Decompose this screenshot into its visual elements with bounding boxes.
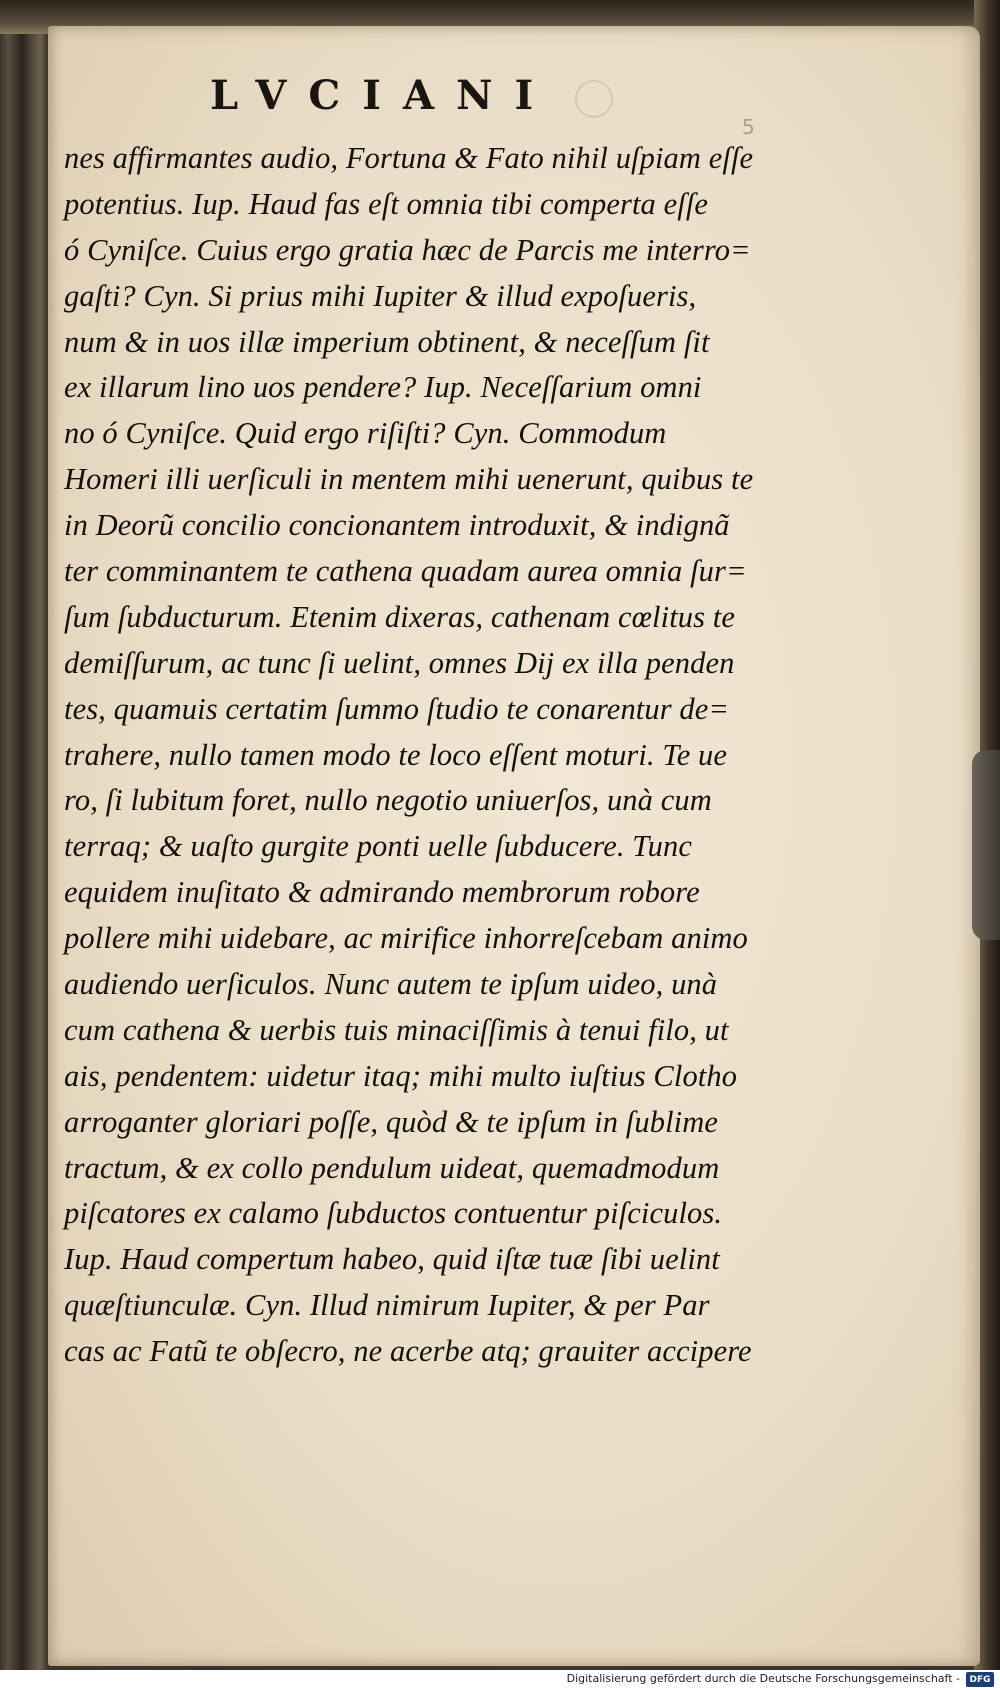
running-head: LVCIANI xyxy=(210,72,556,119)
page-tab-marker xyxy=(972,750,1000,940)
text-line: quæſtiunculæ. Cyn. Illud nimirum Iupiter, & per Par xyxy=(64,1288,710,1323)
body-text xyxy=(64,136,764,1375)
text-line: ais, pendentem: uidetur itaq; mihi multo iuſtius Clotho xyxy=(64,1058,738,1093)
text-line: ter comminantem te cathena quadam aurea omnia ſur= xyxy=(64,554,747,589)
text-line: tractum, & ex collo pendulum uideat, quemadmodum xyxy=(64,1150,720,1185)
text-line: tes, quamuis certatim ſummo ſtudio te conarentur de= xyxy=(64,691,730,726)
digitization-footer xyxy=(0,1670,1000,1690)
text-line: Homeri illi uerſiculi in mentem mihi uenerunt, quibus te xyxy=(64,462,754,497)
text-line: potentius. Iup. Haud fas eſt omnia tibi comperta eſſe xyxy=(64,186,709,221)
text-line: gaſti? Cyn. Si prius mihi Iupiter & illud expoſueris, xyxy=(64,278,697,313)
text-line: no ó Cyniſce. Quid ergo riſiſti? Cyn. Commodum xyxy=(64,416,667,451)
text-line: in Deorũ concilio concionantem introduxit, & indignã xyxy=(64,508,730,543)
text-line: ro, ſi lubitum foret, nullo negotio uniuerſos, unà cum xyxy=(64,783,712,818)
text-line: cas ac Fatũ te obſecro, ne acerbe atq; grauiter accipere xyxy=(64,1334,752,1369)
text-line: cum cathena & uerbis tuis minaciſſimis à tenui filo, ut xyxy=(64,1012,729,1047)
text-line: piſcatores ex calamo ſubductos contuentur piſciculos. xyxy=(64,1196,723,1231)
text-line: pollere mihi uidebare, ac mirifice inhorreſcebam animo xyxy=(64,921,748,956)
text-line: equidem inuſitato & admirando membrorum robore xyxy=(64,875,700,910)
text-line: demiſſurum, ac tunc ſi uelint, omnes Dij ex illa penden xyxy=(64,645,735,680)
pencil-page-note: 5 xyxy=(742,115,755,139)
bleed-through-mark xyxy=(575,80,613,118)
funding-credit: Digitalisierung gefördert durch die Deutsche Forschungsgemeinschaft - xyxy=(566,1672,960,1685)
text-line: ó Cyniſce. Cuius ergo gratia hæc de Parcis me interro= xyxy=(64,232,751,267)
text-line: terraq; & uaſto gurgite ponti uelle ſubducere. Tunc xyxy=(64,829,693,864)
text-line: arroganter gloriari poſſe, quòd & te ipſum in ſublime xyxy=(64,1104,718,1139)
text-line: audiendo uerſiculos. Nunc autem te ipſum uideo, unà xyxy=(64,967,718,1002)
text-line: ex illarum lino uos pendere? Iup. Neceſſarium omni xyxy=(64,370,702,405)
dfg-logo: DFG xyxy=(966,1672,994,1687)
text-line: Iup. Haud compertum habeo, quid iſtæ tuæ ſibi uelint xyxy=(64,1242,720,1277)
text-line: ſum ſubducturum. Etenim dixeras, cathenam cœlitus te xyxy=(64,599,736,634)
text-line: trahere, nullo tamen modo te loco eſſent moturi. Te ue xyxy=(64,737,728,772)
text-line: nes affirmantes audio, Fortuna & Fato nihil uſpiam eſſe xyxy=(64,141,754,175)
text-line: num & in uos illæ imperium obtinent, & neceſſum ſit xyxy=(64,324,710,359)
